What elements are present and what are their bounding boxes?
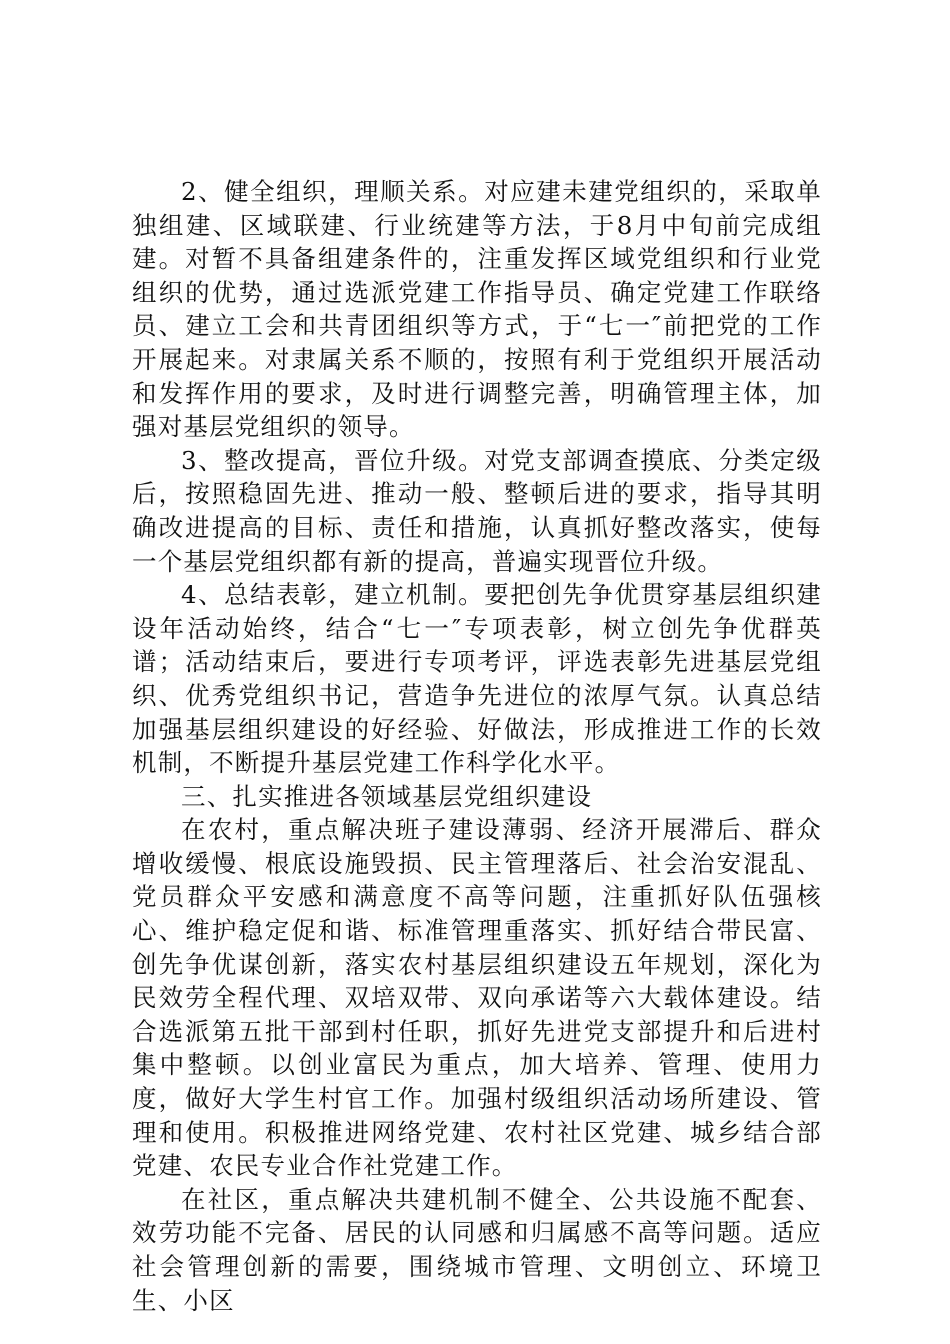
paragraph-community: 在社区，重点解决共建机制不健全、公共设施不配套、效劳功能不完备、居民的认同感和归属感不高等问题。适应社会管理创新的需要，围绕城市管理、文明创立、环境卫生、小区 (132, 1184, 822, 1315)
section-heading: 三、扎实推进各领域基层党组织建设 (181, 781, 593, 811)
paragraph-organize: 2、健全组织，理顺关系。对应建未建党组织的，采取单独组建、区域联建、行业统建等方法，于8月中旬前完成组建。对暂不具备组建条件的，注重发挥区域党组织和行业党组织的优势，通过选派党建工作指导员、确定党建工作联络员、建立工会和共青团组织等方式，于“七一″前把党的工作开展起来。对隶属关系不顺的，按照有利于党组织开展活动和发挥作用的要求，及时进行调整完善，明确管理主体，加强对基层党组织的领导。 (132, 177, 822, 442)
document-body (132, 175, 822, 1317)
paragraph-rectify: 3、整改提高，晋位升级。对党支部调查摸底、分类定级后，按照稳固先进、推动一般、整顿后进的要求，指导其明确改进提高的目标、责任和措施，认真抓好整改落实，使每一个基层党组织都有新的提高，普遍实现晋位升级。 (132, 445, 822, 576)
paragraph-rural: 在农村，重点解决班子建设薄弱、经济开展滞后、群众增收缓慢、根底设施毁损、民主管理落后、社会治安混乱、党员群众平安感和满意度不高等问题，注重抓好队伍强核心、维护稳定促和谐、标准管理重落实、抓好结合带民富、创先争优谋创新，落实农村基层组织建设五年规划，深化为民效劳全程代理、双培双带、双向承诺等六大载体建设。结合选派第五批干部到村任职，抓好先进党支部提升和后进村集中整顿。以创业富民为重点，加大培养、管理、使用力度，做好大学生村官工作。加强村级组织活动场所建设、管理和使用。积极推进网络党建、农村社区党建、城乡结合部党建、农民专业合作社党建工作。 (132, 815, 822, 1181)
paragraph-commend: 4、总结表彰，建立机制。要把创先争优贯穿基层组织建设年活动始终，结合“七一″专项表彰，树立创先争优群英谱；活动结束后，要进行专项考评，评选表彰先进基层党组织、优秀党组织书记，营造争先进位的浓厚气氛。认真总结加强基层组织建设的好经验、好做法，形成推进工作的长效机制，不断提升基层党建工作科学化水平。 (132, 580, 822, 778)
